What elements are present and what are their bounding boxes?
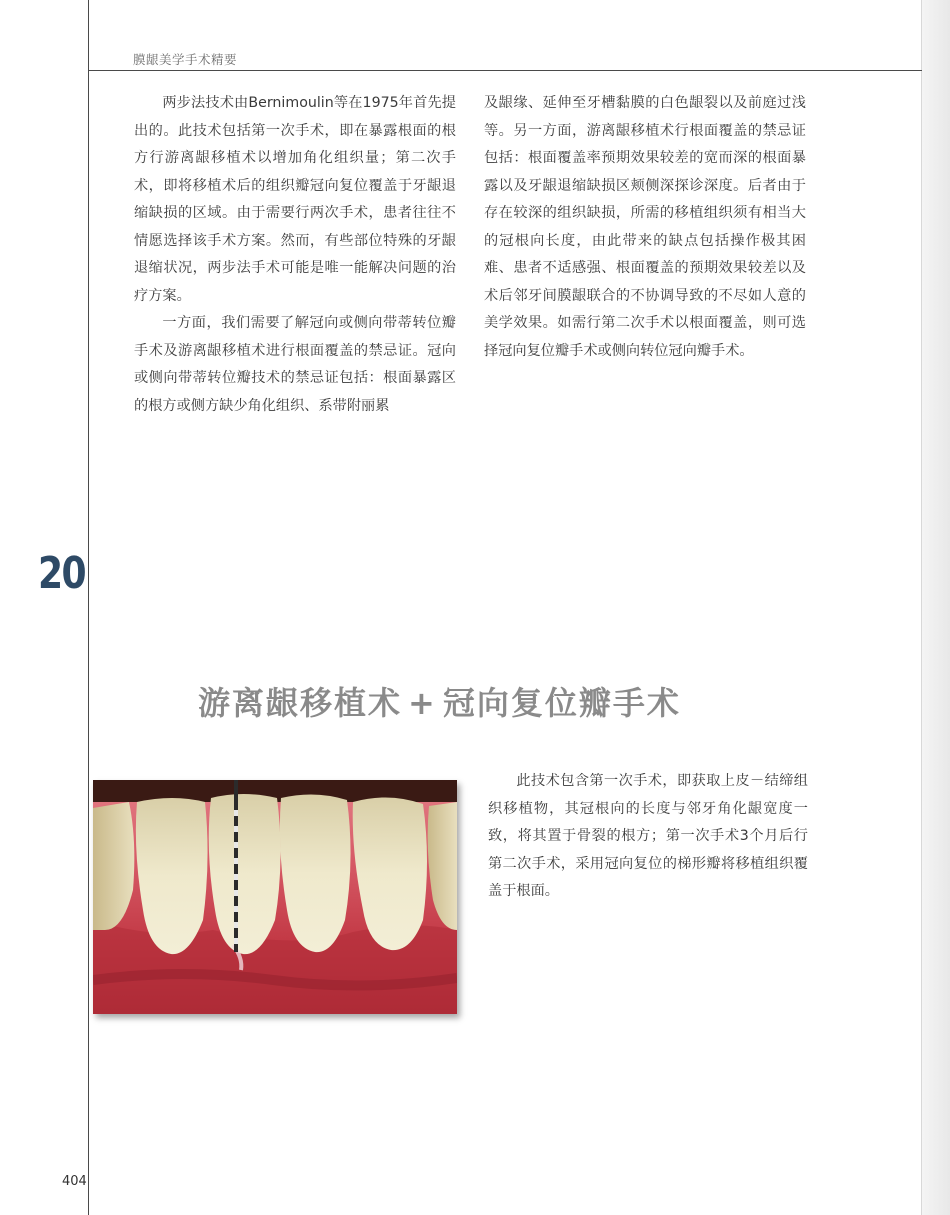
paragraph: 此技术包含第一次手术，即获取上皮－结缔组织移植物，其冠根向的长度与邻牙角化龈宽度一致，将其置于骨裂的根方；第一次手术3个月后行第二次手术，采用冠向复位的梯形瓣将移植组织覆盖于根面。 [488,773,808,899]
running-head: 膜龈美学手术精要 [133,52,238,67]
paragraph-continuation: 及龈缘、延伸至牙槽黏膜的白色龈裂以及前庭过浅等。另一方面，游离龈移植术行根面覆盖的禁忌证包括：根面覆盖率预期效果较差的宽而深的根面暴露以及牙龈退缩缺损区颊侧深探诊深度。后者由于存在较深的组织缺损，所需的移植组织须有相当大的冠根向长度，由此带来的缺点包括操作极其困难、患者不适感强、根面覆盖的预期效果较差以及术后邻牙间膜龈联合的不协调导致的不尽如人意的美学效果。如需行第二次手术以根面覆盖，则可选择冠向复位瓣手术或侧向转位冠向瓣手术。 [484,95,806,359]
section-title [198,678,681,724]
clinical-photo-illustration [93,780,457,1014]
section-intro [488,768,808,906]
margin-rule [88,0,89,1215]
clinical-photo [93,780,457,1014]
section-title-part1: 游离龈移植术 [198,684,403,722]
left-column [134,90,456,420]
page-edge [921,0,950,1215]
paragraph: 两步法技术由Bernimoulin等在1975年首先提出的。此技术包括第一次手术，即在暴露根面的根方行游离龈移植术以增加角化组织量；第二次手术，即将移植术后的组织瓣冠向复位覆盖于牙龈退缩缺损的区域。由于需要行两次手术，患者往往不情愿选择该手术方案。然而，有些部位特殊的牙龈退缩状况，两步法手术可能是唯一能解决问题的治疗方案。 [134,95,456,304]
page-number: 404 [62,1174,87,1189]
paragraph: 一方面，我们需要了解冠向或侧向带蒂转位瓣手术及游离龈移植术进行根面覆盖的禁忌证。冠向或侧向带蒂转位瓣技术的禁忌证包括：根面暴露区的根方或侧方缺少角化组织、系带附丽累 [134,315,456,414]
header-rule [88,70,922,71]
section-title-part2: 冠向复位瓣手术 [442,684,681,722]
chapter-number: 20 [38,548,85,599]
right-column [484,90,806,365]
section-title-plus: + [408,684,437,722]
